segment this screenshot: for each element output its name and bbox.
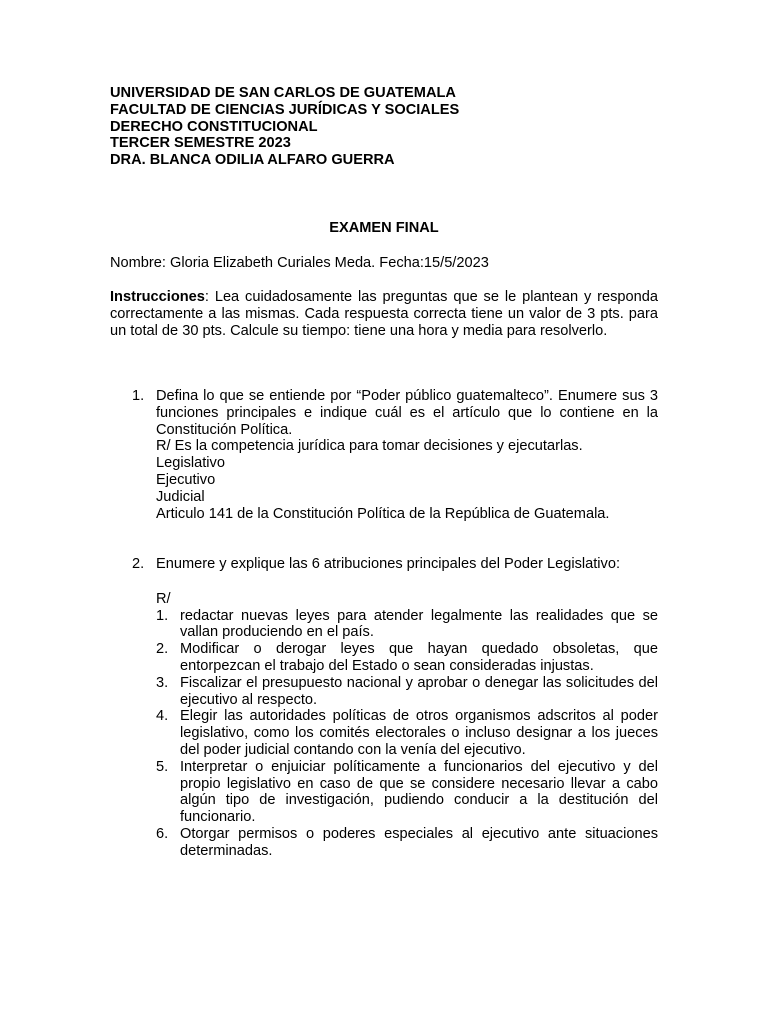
list-item-text: Interpretar o enjuiciar políticamente a funcionarios del ejecutivo y del propio legislativo en caso de que se considere necesario llevar a cabo algún tipo de investigación, pudiendo conducir a la destitución del funcionario.	[180, 758, 658, 826]
question-1	[110, 388, 658, 522]
list-item-number: 1.	[156, 607, 169, 624]
question-1-item: Judicial	[156, 488, 205, 505]
instructions-label: Instrucciones	[110, 289, 205, 305]
list-item-text: Otorgar permisos o poderes especiales al ejecutivo ante situaciones determinadas.	[180, 825, 658, 859]
list-item	[156, 708, 658, 758]
list-item	[156, 608, 658, 642]
student-name-date: Nombre: Gloria Elizabeth Curiales Meda. Fecha:15/5/2023	[110, 255, 489, 271]
question-2-number: 2.	[132, 556, 145, 572]
header-university: UNIVERSIDAD DE SAN CARLOS DE GUATEMALA	[110, 85, 456, 101]
exam-title: EXAMEN FINAL	[329, 220, 439, 236]
question-2-answers	[156, 591, 658, 860]
list-item	[156, 675, 658, 709]
header-faculty: FACULTAD DE CIENCIAS JURÍDICAS Y SOCIALES	[110, 101, 460, 118]
question-1-answer: R/ Es la competencia jurídica para tomar decisiones y ejecutarlas.	[156, 438, 583, 455]
instructions-paragraph	[110, 289, 658, 339]
list-item-number: 6.	[156, 825, 169, 842]
list-item-text: redactar nuevas leyes para atender legalmente las realidades que se vallan produciendo en el país.	[180, 607, 658, 641]
instructions-text: : Lea cuidadosamente las preguntas que se le plantean y responda correctamente a las mismas. Cada respuesta correcta tiene un valor de 3 pts. para un total de 30 pts. Calcule su tiempo: tiene una hora y media para resolverlo.	[110, 289, 658, 339]
question-2-answer-label: R/	[156, 590, 171, 607]
question-1-text: Defina lo que se entiende por “Poder público guatemalteco”. Enumere sus 3 funciones principales e indique cuál es el artículo que lo contiene en la Constitución Política.	[156, 388, 658, 438]
list-item-text: Elegir las autoridades políticas de otros organismos adscritos al poder legislativo, como los comités electorales o incluso designar a los jueces del poder judicial contando con la venía del ejecutivo.	[180, 708, 658, 758]
question-1-item: Legislativo	[156, 455, 225, 472]
list-item	[156, 759, 658, 826]
list-item-number: 3.	[156, 674, 169, 691]
document-header	[110, 85, 459, 169]
list-item-number: 4.	[156, 708, 169, 725]
list-item-number: 2.	[156, 641, 169, 658]
list-item-number: 5.	[156, 758, 169, 775]
question-1-item: Ejecutivo	[156, 471, 216, 488]
header-semester: TERCER SEMESTRE 2023	[110, 135, 291, 152]
question-2	[110, 556, 658, 860]
question-1-number: 1.	[132, 388, 145, 404]
list-item-text: Modificar o derogar leyes que hayan quedado obsoletas, que entorpezcan el trabajo del Estado o sean consideradas injustas.	[180, 641, 658, 674]
header-professor: DRA. BLANCA ODILIA ALFARO GUERRA	[110, 152, 395, 169]
question-2-text: Enumere y explique las 6 atribuciones principales del Poder Legislativo:	[156, 556, 621, 572]
list-item-text: Fiscalizar el presupuesto nacional y aprobar o denegar las solicitudes del ejecutivo al respecto.	[180, 674, 658, 708]
list-item	[156, 826, 658, 860]
question-1-article: Articulo 141 de la Constitución Política de la República de Guatemala.	[156, 505, 610, 522]
header-course: DERECHO CONSTITUCIONAL	[110, 118, 318, 135]
list-item	[156, 641, 658, 675]
